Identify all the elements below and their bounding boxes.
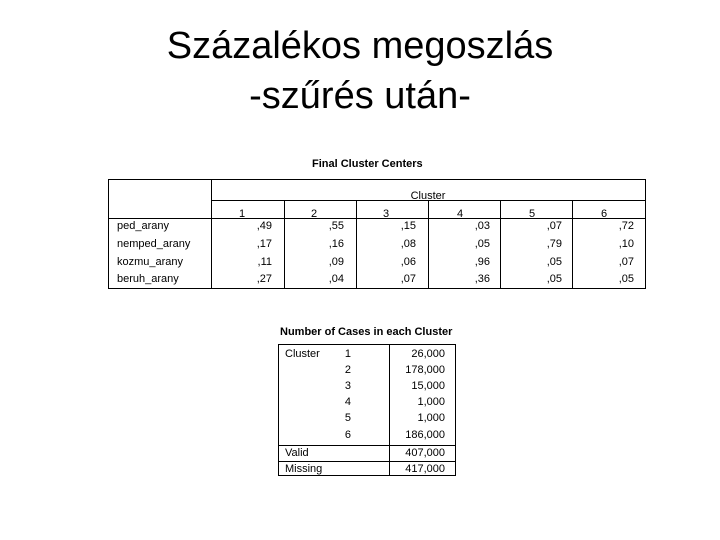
cluster-number: 6 (344, 429, 351, 441)
table-cell: ,07 (400, 273, 416, 285)
column-header: 6 (601, 208, 608, 220)
valid-row-divider (279, 445, 455, 446)
row-label: nemped_arany (117, 238, 191, 250)
cluster-number: 5 (344, 412, 351, 424)
row-label: ped_arany (117, 220, 169, 232)
table-cell: ,96 (474, 256, 490, 268)
table-cell: ,06 (400, 256, 416, 268)
valid-value: 407,000 (405, 447, 445, 459)
table-cell: ,07 (618, 256, 634, 268)
table-cell: ,10 (618, 238, 634, 250)
table-cell: ,55 (328, 220, 344, 232)
table-cell: ,17 (256, 238, 272, 250)
column-header: 1 (239, 208, 246, 220)
table-cell: ,49 (256, 220, 272, 232)
table-cell: ,15 (400, 220, 416, 232)
cluster-count: 178,000 (405, 364, 445, 376)
number-of-cases-table (278, 344, 456, 476)
table-cell: ,05 (546, 273, 562, 285)
missing-label: Missing (285, 463, 323, 475)
table-cell: ,16 (328, 238, 344, 250)
table-cell: ,07 (546, 220, 562, 232)
slide-title-line-1: Százalékos megoszlás (166, 25, 554, 67)
table-cell: ,08 (400, 238, 416, 250)
cluster-number: 3 (344, 380, 351, 392)
missing-value: 417,000 (405, 463, 445, 475)
cluster-count: 26,000 (411, 348, 445, 360)
column-header: 2 (311, 208, 318, 220)
cluster-number: 2 (344, 364, 351, 376)
cluster-label: Cluster (285, 348, 320, 360)
table-cell: ,04 (328, 273, 344, 285)
value-column-divider (389, 345, 390, 475)
table-cell: ,05 (474, 238, 490, 250)
row-label: kozmu_arany (117, 256, 184, 268)
column-divider (428, 200, 429, 288)
cluster-count: 1,000 (417, 396, 445, 408)
column-divider (284, 200, 285, 288)
cluster-header: Cluster (410, 190, 446, 202)
table-cell: ,36 (474, 273, 490, 285)
cluster-number: 1 (344, 348, 351, 360)
column-header: 4 (457, 208, 464, 220)
cluster-number: 4 (344, 396, 351, 408)
table-cell: ,09 (328, 256, 344, 268)
table-cell: ,05 (618, 273, 634, 285)
number-of-cases-caption: Number of Cases in each Cluster (280, 326, 453, 338)
table-cell: ,05 (546, 256, 562, 268)
cluster-count: 15,000 (411, 380, 445, 392)
row-label: beruh_arany (117, 273, 179, 285)
final-cluster-centers-table (108, 179, 646, 289)
column-divider (572, 200, 573, 288)
table-cell: ,03 (474, 220, 490, 232)
slide-title-line-2: -szűrés után- (249, 75, 471, 117)
column-header: 5 (529, 208, 536, 220)
header-divider (109, 218, 645, 219)
table-cell: ,27 (256, 273, 272, 285)
cluster-count: 1,000 (417, 412, 445, 424)
column-header: 3 (383, 208, 390, 220)
table-cell: ,79 (546, 238, 562, 250)
table-cell: ,72 (618, 220, 634, 232)
column-divider (356, 200, 357, 288)
final-cluster-centers-caption: Final Cluster Centers (312, 158, 423, 170)
missing-row-divider (279, 461, 455, 462)
column-divider (500, 200, 501, 288)
cluster-count: 186,000 (405, 429, 445, 441)
valid-label: Valid (285, 447, 309, 459)
table-cell: ,11 (257, 256, 272, 268)
